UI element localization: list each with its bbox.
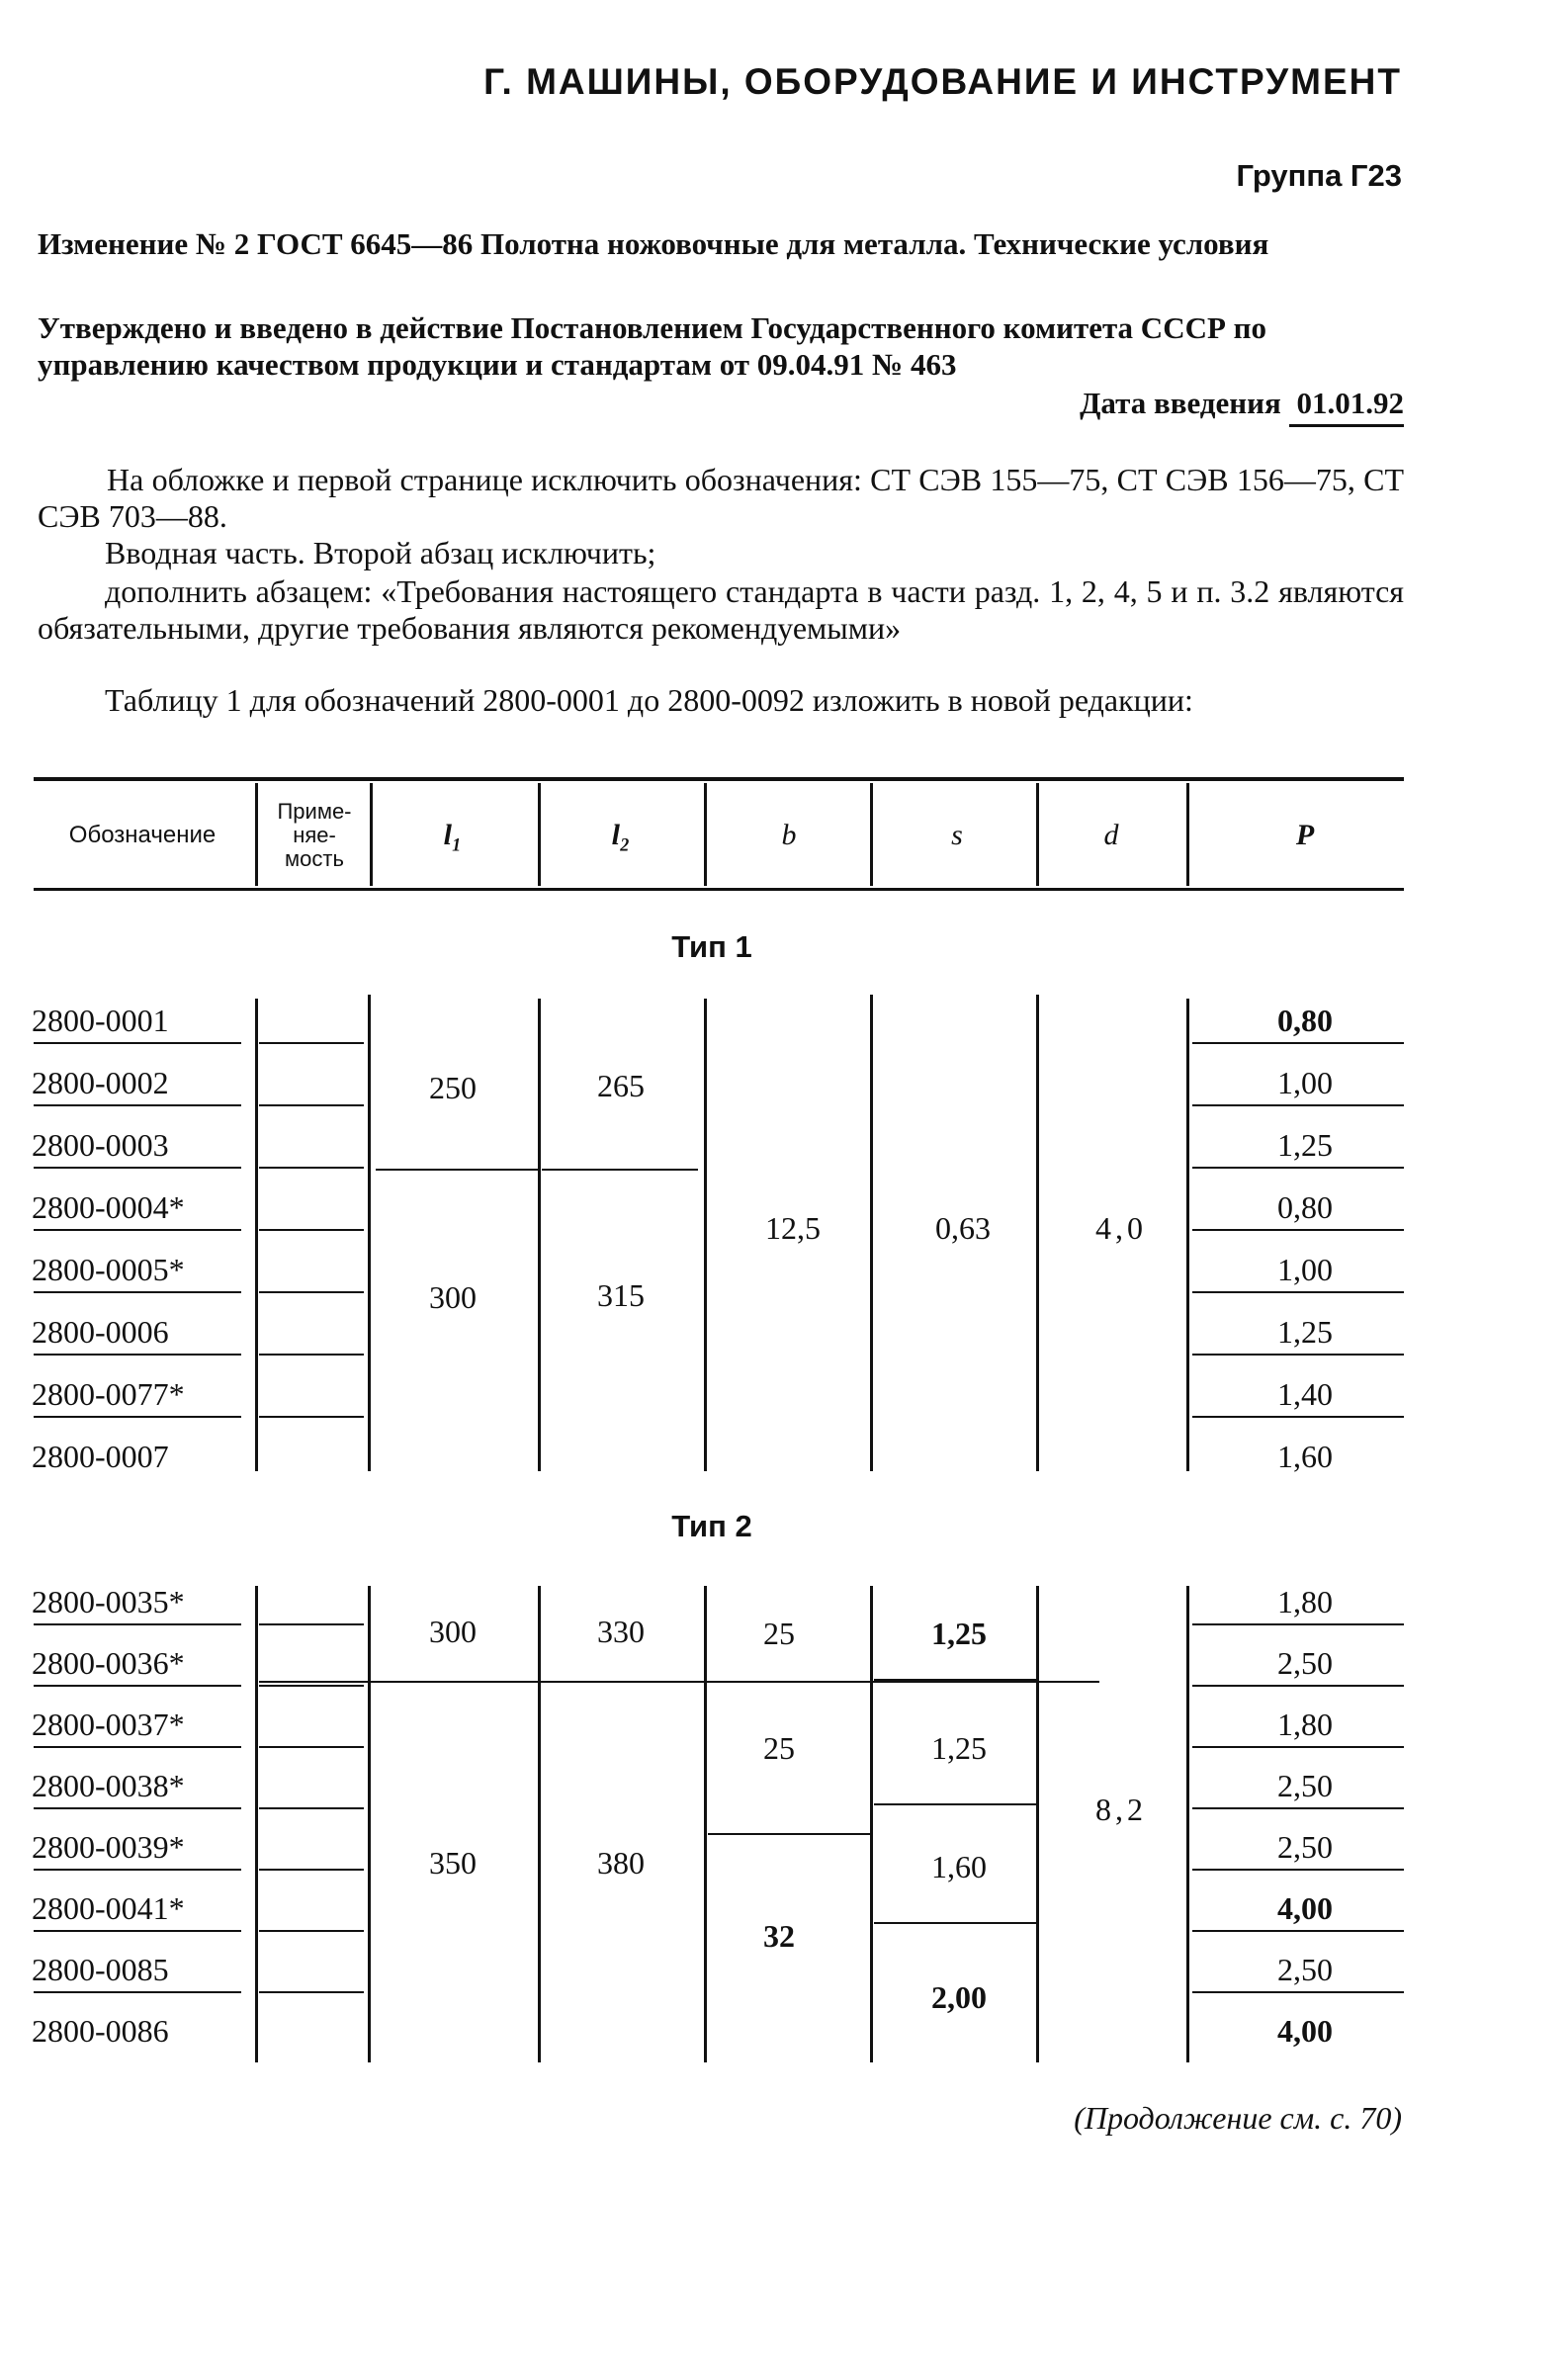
type1-d: 4,0 bbox=[1095, 1210, 1147, 1246]
designation-code: 2800-0085 bbox=[32, 1952, 169, 1987]
type1-l2-b: 315 bbox=[597, 1277, 645, 1313]
type1-l1-a: 250 bbox=[429, 1070, 477, 1105]
designation-code: 2800-0041* bbox=[32, 1890, 185, 1926]
type2-title: Тип 2 bbox=[671, 1509, 752, 1543]
header-b: b bbox=[781, 819, 797, 851]
amendment-title: Изменение № 2 ГОСТ 6645—86 Полотна ножовочные для металла. Технические условия bbox=[38, 226, 1269, 261]
type1-s: 0,63 bbox=[935, 1210, 991, 1246]
header-d: d bbox=[1103, 819, 1119, 851]
designation-code: 2800-0037* bbox=[32, 1707, 185, 1742]
type2-l1-a: 300 bbox=[429, 1614, 477, 1649]
p-value: 2,50 bbox=[1277, 1768, 1333, 1803]
type2-s-b: 1,25 bbox=[931, 1730, 987, 1766]
designation-code: 2800-0035* bbox=[32, 1584, 185, 1619]
p-value: 1,40 bbox=[1277, 1376, 1333, 1412]
header-l1: l₁ bbox=[443, 819, 463, 851]
p-value: 2,50 bbox=[1277, 1829, 1333, 1865]
p-value: 1,25 bbox=[1277, 1127, 1333, 1163]
type2-s-d: 2,00 bbox=[931, 1979, 987, 2015]
p-value: 1,80 bbox=[1277, 1584, 1333, 1619]
type2-s-c: 1,60 bbox=[931, 1849, 987, 1884]
type2-s-a: 1,25 bbox=[931, 1616, 987, 1651]
designation-code: 2800-0004* bbox=[32, 1189, 185, 1225]
p-value: 1,00 bbox=[1277, 1252, 1333, 1287]
p-value: 4,00 bbox=[1277, 2013, 1333, 2049]
type2-l1-b: 350 bbox=[429, 1845, 477, 1881]
header-applicability: Приме- няе- мость bbox=[277, 799, 352, 871]
header-l2: l₂ bbox=[611, 819, 631, 851]
designation-code: 2800-0086 bbox=[32, 2013, 169, 2049]
designation-code: 2800-0038* bbox=[32, 1768, 185, 1803]
type2-b-c: 32 bbox=[763, 1918, 795, 1954]
designation-code: 2800-0002 bbox=[32, 1065, 169, 1100]
group-label: Группа Г23 bbox=[1236, 158, 1402, 193]
header-designation: Обозначение bbox=[68, 822, 217, 848]
p-value: 2,50 bbox=[1277, 1645, 1333, 1681]
table-header-rule bbox=[34, 888, 1404, 891]
header-s: s bbox=[951, 819, 963, 851]
p-value: 1,00 bbox=[1277, 1065, 1333, 1100]
designation-code: 2800-0077* bbox=[32, 1376, 185, 1412]
type2-b-b: 25 bbox=[763, 1730, 795, 1766]
type2-l2-a: 330 bbox=[597, 1614, 645, 1649]
type1-l1-b: 300 bbox=[429, 1279, 477, 1315]
p-value: 0,80 bbox=[1277, 1189, 1333, 1225]
section-title: Г. МАШИНЫ, ОБОРУДОВАНИЕ И ИНСТРУМЕНТ bbox=[483, 61, 1402, 102]
table-top-rule bbox=[34, 777, 1404, 781]
type1-l2-a: 265 bbox=[597, 1068, 645, 1103]
type2-b-a: 25 bbox=[763, 1616, 795, 1651]
p-value: 2,50 bbox=[1277, 1952, 1333, 1987]
approval-statement: Утверждено и введено в действие Постановлением Государственного комитета СССР по управлению качеством продукции и стандартам от 09.04.91 № 463 bbox=[38, 310, 1267, 382]
date-label: Дата введения bbox=[1080, 386, 1281, 420]
continuation-note: (Продолжение см. с. 70) bbox=[1074, 2100, 1402, 2136]
type2-d: 8,2 bbox=[1095, 1792, 1147, 1827]
p-value: 1,60 bbox=[1277, 1439, 1333, 1474]
type1-title: Тип 1 bbox=[671, 929, 752, 964]
header-p: P bbox=[1295, 819, 1315, 851]
type2-l2-b: 380 bbox=[597, 1845, 645, 1881]
paragraph-exclusions: На обложке и первой странице исключить обозначения: СТ СЭВ 155—75, СТ СЭВ 156—75, СТ СЭВ 703—88. bbox=[38, 462, 1404, 534]
date-value: 01.01.92 bbox=[1289, 386, 1405, 427]
designation-code: 2800-0039* bbox=[32, 1829, 185, 1865]
p-value: 1,25 bbox=[1277, 1314, 1333, 1350]
p-value: 4,00 bbox=[1277, 1890, 1333, 1926]
effective-date bbox=[1080, 386, 1404, 427]
designation-code: 2800-0003 bbox=[32, 1127, 169, 1163]
type1-b: 12,5 bbox=[765, 1210, 821, 1246]
paragraph-table-note: Таблицу 1 для обозначений 2800-0001 до 2800-0092 изложить в новой редакции: bbox=[105, 682, 1193, 718]
paragraph-addition: дополнить абзацем: «Требования настоящего стандарта в части разд. 1, 2, 4, 5 и п. 3.2 являются обязательными, другие требования являются рекомендуемыми» bbox=[38, 573, 1404, 646]
p-value: 0,80 bbox=[1277, 1003, 1333, 1038]
designation-code: 2800-0007 bbox=[32, 1439, 169, 1474]
paragraph-intro: Вводная часть. Второй абзац исключить; bbox=[105, 535, 656, 570]
designation-code: 2800-0006 bbox=[32, 1314, 169, 1350]
designation-code: 2800-0005* bbox=[32, 1252, 185, 1287]
designation-code: 2800-0001 bbox=[32, 1003, 169, 1038]
p-value: 1,80 bbox=[1277, 1707, 1333, 1742]
designation-code: 2800-0036* bbox=[32, 1645, 185, 1681]
